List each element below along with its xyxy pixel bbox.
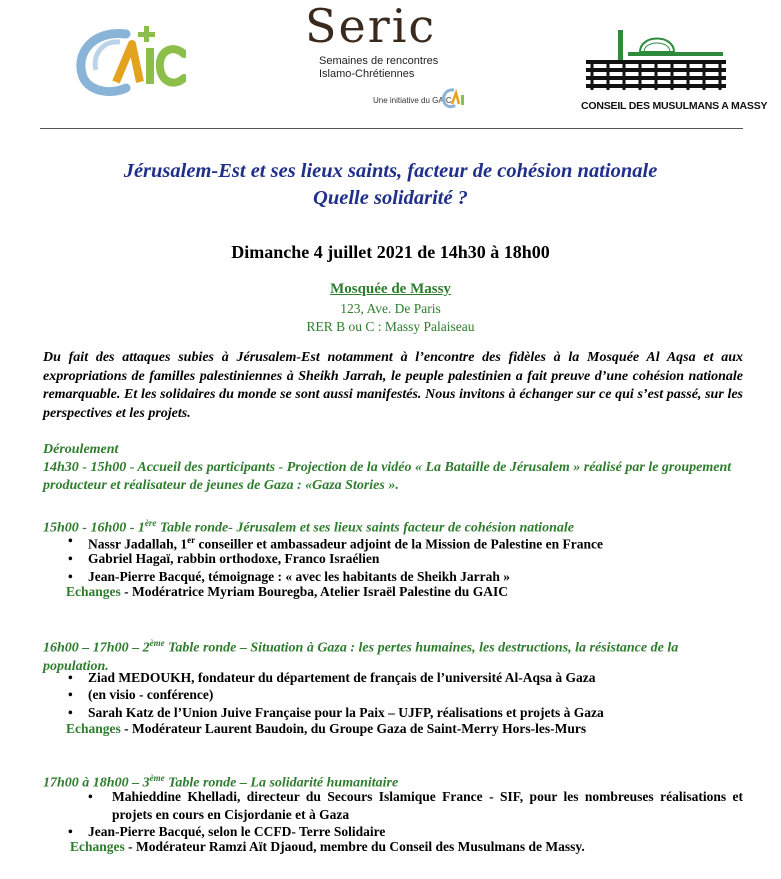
round2-time: 16h00 – 17h00 – 2 — [43, 640, 150, 656]
gaic-mini-icon — [441, 87, 469, 109]
round2-exchanges — [66, 721, 586, 737]
round2-exchanges-label: Echanges — [66, 721, 121, 736]
round3-time: 17h00 à 18h00 – 3 — [43, 775, 150, 791]
round3-speaker-2: • Jean-Pierre Bacqué, selon le CCFD- Terre Solidaire — [88, 823, 385, 841]
intro-paragraph: Du fait des attaques subies à Jérusalem-Est notamment à l’encontre des fidèles à la Mosquée Al Aqsa et aux expropriations de familles palestiniennes à Sheikh Jarrah, le peuple palestinien a fait preuve d’une cohésion nationale remarquable. Et les solidaires du monde se sont aussi manifestés. Nous invitons à échanger sur ce qui s’est passé, sur les perspectives et les projets. — [43, 350, 743, 421]
seric-logo — [305, 0, 485, 117]
round2-exchanges-text: - Modérateur Laurent Baudoin, du Groupe Gaza de Saint-Merry Hors-les-Murs — [120, 721, 587, 736]
round1-exchanges-text: - Modératrice Myriam Bouregba, Atelier Israël Palestine du GAIC — [120, 584, 508, 599]
round1-exchanges-label: Echanges — [66, 584, 121, 599]
round2-speaker-1-note: • (en visio - conférence) — [88, 686, 213, 704]
seric-subtitle-2: Islamo-Chrétiennes — [319, 68, 415, 80]
round1-speaker-1: • Nassr Jadallah, 1er conseiller et ambassadeur adjoint de la Mission de Palestine en France — [88, 532, 603, 553]
round3-exchanges-text: - Modérateur Ramzi Aït Djaoud, membre du Conseil des Musulmans de Massy. — [124, 839, 585, 854]
welcome-item: 14h30 - 15h00 - Accueil des participants - Projection de la vidéo « La Bataille de Jérusalem » réalisé par le groupement producteur et réalisateur de jeunes de Gaza : «Gaza Stories ». — [43, 460, 732, 493]
cmm-logo — [578, 30, 768, 122]
round3-exchanges — [70, 839, 585, 855]
venue-address: 123, Ave. De Paris — [340, 301, 441, 316]
round1-time: 15h00 - 16h00 - 1 — [43, 520, 145, 536]
round1-speaker-2: • Gabriel Hagaï, rabbin orthodoxe, Franco Israélien — [88, 550, 379, 568]
gaic-logo — [74, 22, 186, 102]
seric-initiative: Une initiative du GAIC — [373, 96, 452, 105]
round1-title: Table ronde- Jérusalem et ses lieux saints facteur de cohésion nationale — [156, 520, 574, 536]
round3-sup: ème — [149, 773, 165, 783]
seric-wordmark: Seric — [305, 0, 437, 53]
seric-subtitle-1: Semaines de rencontres — [319, 55, 439, 67]
round2-speaker-1: • Ziad MEDOUKH, fondateur du département de français de l’université Al-Aqsa à Gaza — [88, 669, 596, 687]
round3-exchanges-label: Echanges — [70, 839, 125, 854]
round1-sup: ère — [144, 518, 157, 528]
deroulement-heading: Déroulement — [43, 442, 119, 457]
page-header — [0, 0, 781, 132]
round3-speaker-1: • Mahieddine Khelladi, directeur du Secours Islamique France - SIF, pour les nombreuses réalisations et projets en cours en Cisjordanie et à Gaza — [88, 789, 743, 822]
venue-name: Mosquée de Massy — [330, 281, 451, 297]
venue-transport: RER B ou C : Massy Palaiseau — [306, 319, 475, 334]
round1-speaker-3: • Jean-Pierre Bacqué, témoignage : « avec les habitants de Sheikh Jarrah » — [88, 568, 510, 586]
header-divider — [40, 128, 743, 129]
event-date: Dimanche 4 juillet 2021 de 14h30 à 18h00 — [231, 242, 550, 262]
round3-title: Table ronde – La solidarité humanitaire — [164, 775, 399, 791]
round2-sup: ème — [149, 638, 165, 648]
cmm-label: CONSEIL DES MUSULMANS A MASSY — [581, 100, 768, 112]
mosque-skyline-icon — [578, 30, 733, 98]
round1-exchanges — [66, 584, 508, 600]
event-title-line-1: Jérusalem-Est et ses lieux saints, facteur de cohésion nationale — [123, 160, 658, 182]
round2-title: Table ronde – Situation à Gaza : les pertes humaines, les destructions, la résistance de la population. — [43, 640, 679, 674]
round2-speaker-2: • Sarah Katz de l’Union Juive Française pour la Paix – UJFP, réalisations et projets à Gaza — [88, 704, 604, 722]
event-title-line-2: Quelle solidarité ? — [313, 187, 468, 209]
